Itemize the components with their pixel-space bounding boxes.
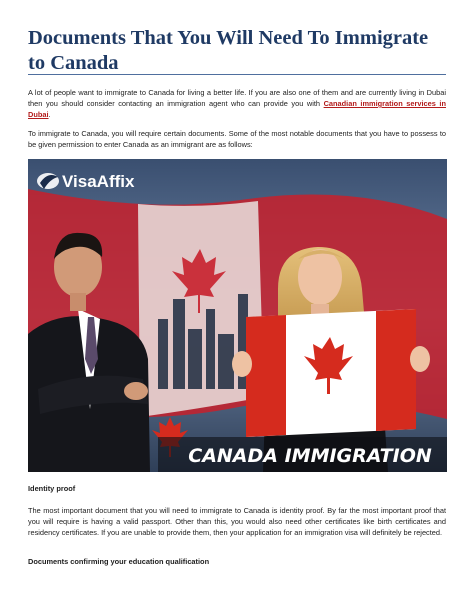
identity-proof-body: The most important document that you will need to immigrate to Canada is identity proof. By far the most important proof that you will require is having a valid passport. Other than this, you would also need other certificates like birth certificates and residency certificates. If you are unable to provide them, then your application for an immigration visa will definitely be rejected. [28, 506, 446, 537]
canada-immigration-image [28, 159, 447, 472]
logo-text: VisaAffix [62, 172, 135, 191]
banner-text: CANADA IMMIGRATION [188, 445, 432, 467]
intro-text: A lot of people want to immigrate to Canada for living a better life. If you are also one of them and are currently living in Dubai then you should consider contacting an immigration agent who can provide you with [28, 88, 446, 108]
visaaffix-logo [37, 173, 59, 189]
intro-paragraph [28, 87, 446, 120]
page-title: Documents That You Will Need To Immigrate to Canada [28, 27, 429, 74]
education-documents-heading: Documents confirming your education qualification [28, 557, 210, 566]
title-underline [28, 74, 446, 75]
canada-flag-held [232, 309, 430, 437]
intro-end: . [48, 110, 51, 119]
immigration-services-link[interactable]: Canadian immigration services in Dubai [28, 99, 446, 119]
documents-intro-paragraph: To immigrate to Canada, you will require certain documents. Some of the most notable documents that you have to possess to be given permission to enter Canada as an immigrant are as follows: [28, 129, 446, 149]
identity-proof-heading: Identity proof [28, 484, 76, 493]
